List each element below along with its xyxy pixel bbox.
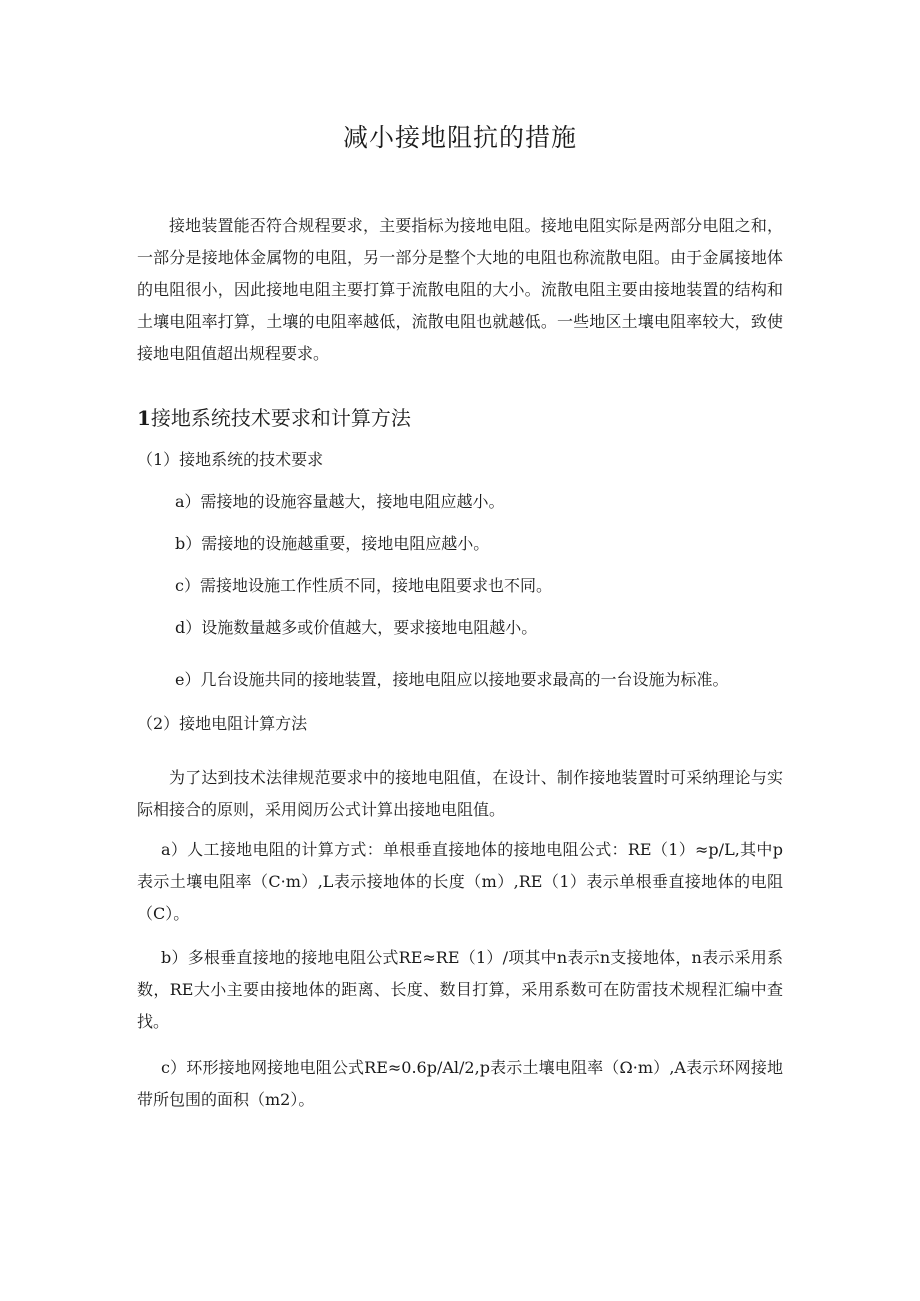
subsection-1-label: （1）接地系统的技术要求	[137, 450, 324, 469]
intro-paragraph: 接地装置能否符合规程要求，主要指标为接地电阻。接地电阻实际是两部分电阻之和，一部分是接地体金属物的电阻，另一部分是整个大地的电阻也称流散电阻。由于金属接地体的电阻很小，因此接地电阻主要打算于流散电阻的大小。流散电阻主要由接地装置的结构和土壤电阻率打算，土壤的电阻率越低，流散电阻也就越低。一些地区土壤电阻率较大，致使接地电阻值超出规程要求。	[137, 216, 783, 363]
section-1-number: 1	[137, 406, 151, 430]
requirement-item-d: d）设施数量越多或价值越大，要求接地电阻越小。	[175, 618, 538, 637]
document-title: 减小接地阻抗的措施	[342, 123, 577, 152]
section-1-title: 接地系统技术要求和计算方法	[150, 406, 411, 430]
subsection-2-label: （2）接地电阻计算方法	[137, 714, 308, 733]
formula-paragraph-c: c）环形接地网接地电阻公式RE≈0.6p/Al/2,p表示土壤电阻率（Ω·m）,A表示环网接地带所包围的面积（m2）。	[137, 1058, 783, 1109]
requirement-item-c: c）需接地设施工作性质不同，接地电阻要求也不同。	[175, 576, 552, 595]
requirement-item-e: e）几台设施共同的接地装置，接地电阻应以接地要求最高的一台设施为标准。	[175, 670, 729, 689]
requirement-item-a: a）需接地的设施容量越大，接地电阻应越小。	[175, 492, 505, 511]
section-1-heading	[137, 402, 783, 434]
formula-paragraph-a: a）人工接地电阻的计算方式：单根垂直接地体的接地电阻公式：RE（1）≈p/L,其中p表示土壤电阻率（C·m）,L表示接地体的长度（m）,RE（1）表示单根垂直接地体的电阻（C）。	[137, 840, 783, 923]
requirement-item-b: b）需接地的设施越重要，接地电阻应越小。	[175, 534, 490, 553]
calculation-intro-paragraph: 为了达到技术法律规范要求中的接地电阻值，在设计、制作接地装置时可采纳理论与实际相接合的原则，采用阅历公式计算出接地电阻值。	[137, 768, 783, 819]
formula-paragraph-b: b）多根垂直接地的接地电阻公式RE≈RE（1）/项其中n表示n支接地体，n表示采用系数，RE大小主要由接地体的距离、长度、数目打算，采用系数可在防雷技术规程汇编中查找。	[137, 948, 783, 1031]
